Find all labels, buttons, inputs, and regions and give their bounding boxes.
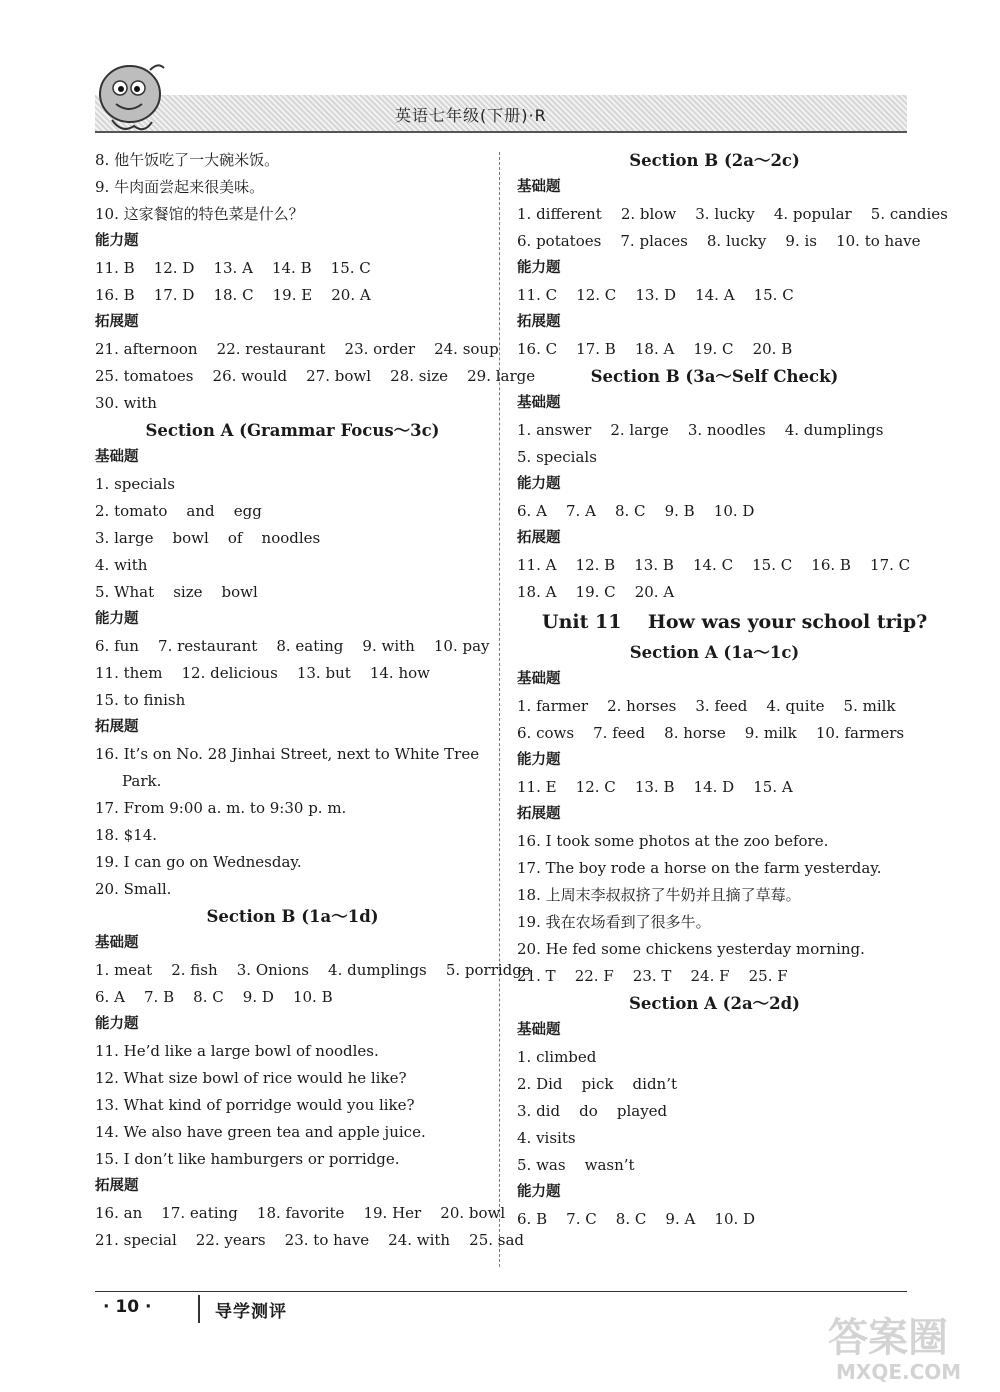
answer-line: 13. What kind of porridge would you like? <box>95 1096 415 1114</box>
section-heading: Unit 11 How was your school trip? <box>542 611 928 633</box>
answer-line: 5. was wasn’t <box>517 1156 635 1174</box>
page-number: · 10 · <box>103 1297 152 1317</box>
answer-line: 6. B 7. C 8. C 9. A 10. D <box>517 1210 756 1228</box>
answer-line: 16. B 17. D 18. C 19. E 20. A <box>95 286 371 304</box>
section-label: 基础题 <box>517 179 561 195</box>
answer-line: 21. T 22. F 23. T 24. F 25. F <box>517 967 788 985</box>
answer-line: 8. 他午饭吃了一大碗米饭。 <box>95 151 280 169</box>
answer-line: 15. I don’t like hamburgers or porridge. <box>95 1150 400 1168</box>
section-label: 拓展题 <box>517 314 561 330</box>
section-heading: Section A (2a～2d) <box>629 994 800 1013</box>
section-label: 基础题 <box>95 935 139 951</box>
answer-line: 17. The boy rode a horse on the farm yesterday. <box>517 859 882 877</box>
mascot-icon <box>92 58 170 138</box>
answer-line: 25. tomatoes 26. would 27. bowl 28. size 29. large <box>95 367 536 385</box>
left-column <box>95 147 536 1254</box>
answer-line: 18. A 19. C 20. A <box>517 583 675 601</box>
section-heading: Section A (Grammar Focus～3c) <box>145 421 440 440</box>
section-heading: Section B (2a～2c) <box>629 151 800 170</box>
section-label: 能力题 <box>517 752 561 768</box>
section-label: 能力题 <box>517 1184 561 1200</box>
answer-line: 16. an 17. eating 18. favorite 19. Her 20. bowl <box>95 1204 506 1222</box>
answer-line: 11. them 12. delicious 13. but 14. how <box>95 664 430 682</box>
section-label: 基础题 <box>517 671 561 687</box>
answer-line: 1. meat 2. fish 3. Onions 4. dumplings 5. porridge <box>95 961 531 979</box>
answer-line: 21. special 22. years 23. to have 24. with 25. sad <box>95 1231 525 1249</box>
footer-rule <box>95 1291 907 1292</box>
answer-line: 1. answer 2. large 3. noodles 4. dumplings <box>517 421 884 439</box>
answer-line: 30. with <box>95 394 157 412</box>
section-label: 基础题 <box>517 1022 561 1038</box>
section-label: 能力题 <box>95 611 139 627</box>
answer-line: 11. B 12. D 13. A 14. B 15. C <box>95 259 371 277</box>
section-label: 能力题 <box>95 1016 139 1032</box>
answer-line: 16. It’s on No. 28 Jinhai Street, next to White Tree <box>95 745 480 763</box>
answer-line: 18. $14. <box>95 826 158 844</box>
answer-line: 3. large bowl of noodles <box>95 529 321 547</box>
section-label: 拓展题 <box>95 314 139 330</box>
answer-line: 1. specials <box>95 475 175 493</box>
section-label: 基础题 <box>517 395 561 411</box>
answer-line: 6. cows 7. feed 8. horse 9. milk 10. farmers <box>517 724 905 742</box>
watermark-text: 答案圈 <box>828 1315 948 1361</box>
section-label: 能力题 <box>517 476 561 492</box>
answer-line: 16. C 17. B 18. A 19. C 20. B <box>517 340 793 358</box>
section-label: 能力题 <box>517 260 561 276</box>
answer-line: 11. He’d like a large bowl of noodles. <box>95 1042 379 1060</box>
section-heading: Section A (1a～1c) <box>629 643 800 662</box>
answer-line: 19. I can go on Wednesday. <box>95 853 302 871</box>
section-label: 拓展题 <box>517 806 561 822</box>
answer-line: 6. A 7. B 8. C 9. D 10. B <box>95 988 333 1006</box>
answer-line: 9. 牛肉面尝起来很美味。 <box>95 178 265 196</box>
answer-line: 15. to finish <box>95 691 186 709</box>
watermark-logo <box>820 1305 990 1385</box>
section-label: 拓展题 <box>517 530 561 546</box>
section-heading: Section B (1a～1d) <box>206 907 379 926</box>
answer-line: 10. 这家餐馆的特色菜是什么？ <box>95 205 304 223</box>
section-label: 基础题 <box>95 449 139 465</box>
answer-line: 6. A 7. A 8. C 9. B 10. D <box>517 502 755 520</box>
answer-line: Park. <box>122 772 162 790</box>
section-label: 拓展题 <box>95 719 139 735</box>
answer-line: 21. afternoon 22. restaurant 23. order 24. soup <box>95 340 499 358</box>
answer-line: 1. different 2. blow 3. lucky 4. popular 5. candies <box>517 205 948 223</box>
answer-line: 14. We also have green tea and apple juice. <box>95 1123 426 1141</box>
answer-line: 12. What size bowl of rice would he like? <box>95 1069 407 1087</box>
answer-line: 11. C 12. C 13. D 14. A 15. C <box>517 286 794 304</box>
right-column <box>517 147 948 1233</box>
answer-line: 16. I took some photos at the zoo before. <box>517 832 829 850</box>
answer-line: 20. He fed some chickens yesterday morning. <box>517 940 865 958</box>
footer-separator <box>198 1295 200 1323</box>
section-heading: Section B (3a～Self Check) <box>590 367 839 386</box>
answer-line: 18. 上周末李叔叔挤了牛奶并且摘了草莓。 <box>517 886 801 904</box>
column-divider <box>499 152 500 1267</box>
answer-line: 5. specials <box>517 448 597 466</box>
answer-line: 19. 我在农场看到了很多牛。 <box>517 913 711 931</box>
answer-line: 5. What size bowl <box>95 583 258 601</box>
answer-line: 4. visits <box>517 1129 576 1147</box>
answer-line: 4. with <box>95 556 148 574</box>
answer-line: 20. Small. <box>95 880 172 898</box>
header-title: 英语七年级(下册)·R <box>395 106 547 125</box>
answer-line: 2. Did pick didn’t <box>517 1075 677 1093</box>
answer-line: 11. A 12. B 13. B 14. C 15. C 16. B 17. C <box>517 556 911 574</box>
section-label: 能力题 <box>95 233 139 249</box>
answer-line: 11. E 12. C 13. B 14. D 15. A <box>517 778 793 796</box>
answer-line: 1. climbed <box>517 1048 597 1066</box>
answer-line: 3. did do played <box>517 1102 668 1120</box>
answer-line: 6. fun 7. restaurant 8. eating 9. with 10. pay <box>95 637 490 655</box>
watermark-sub: MXQE.COM <box>836 1360 962 1384</box>
answer-line: 6. potatoes 7. places 8. lucky 9. is 10. to have <box>517 232 921 250</box>
footer-brand: 导学测评 <box>215 1302 287 1322</box>
section-label: 拓展题 <box>95 1178 139 1194</box>
answer-line: 1. farmer 2. horses 3. feed 4. quite 5. milk <box>517 697 896 715</box>
answer-line: 17. From 9:00 a. m. to 9:30 p. m. <box>95 799 347 817</box>
answer-line: 2. tomato and egg <box>95 502 262 520</box>
